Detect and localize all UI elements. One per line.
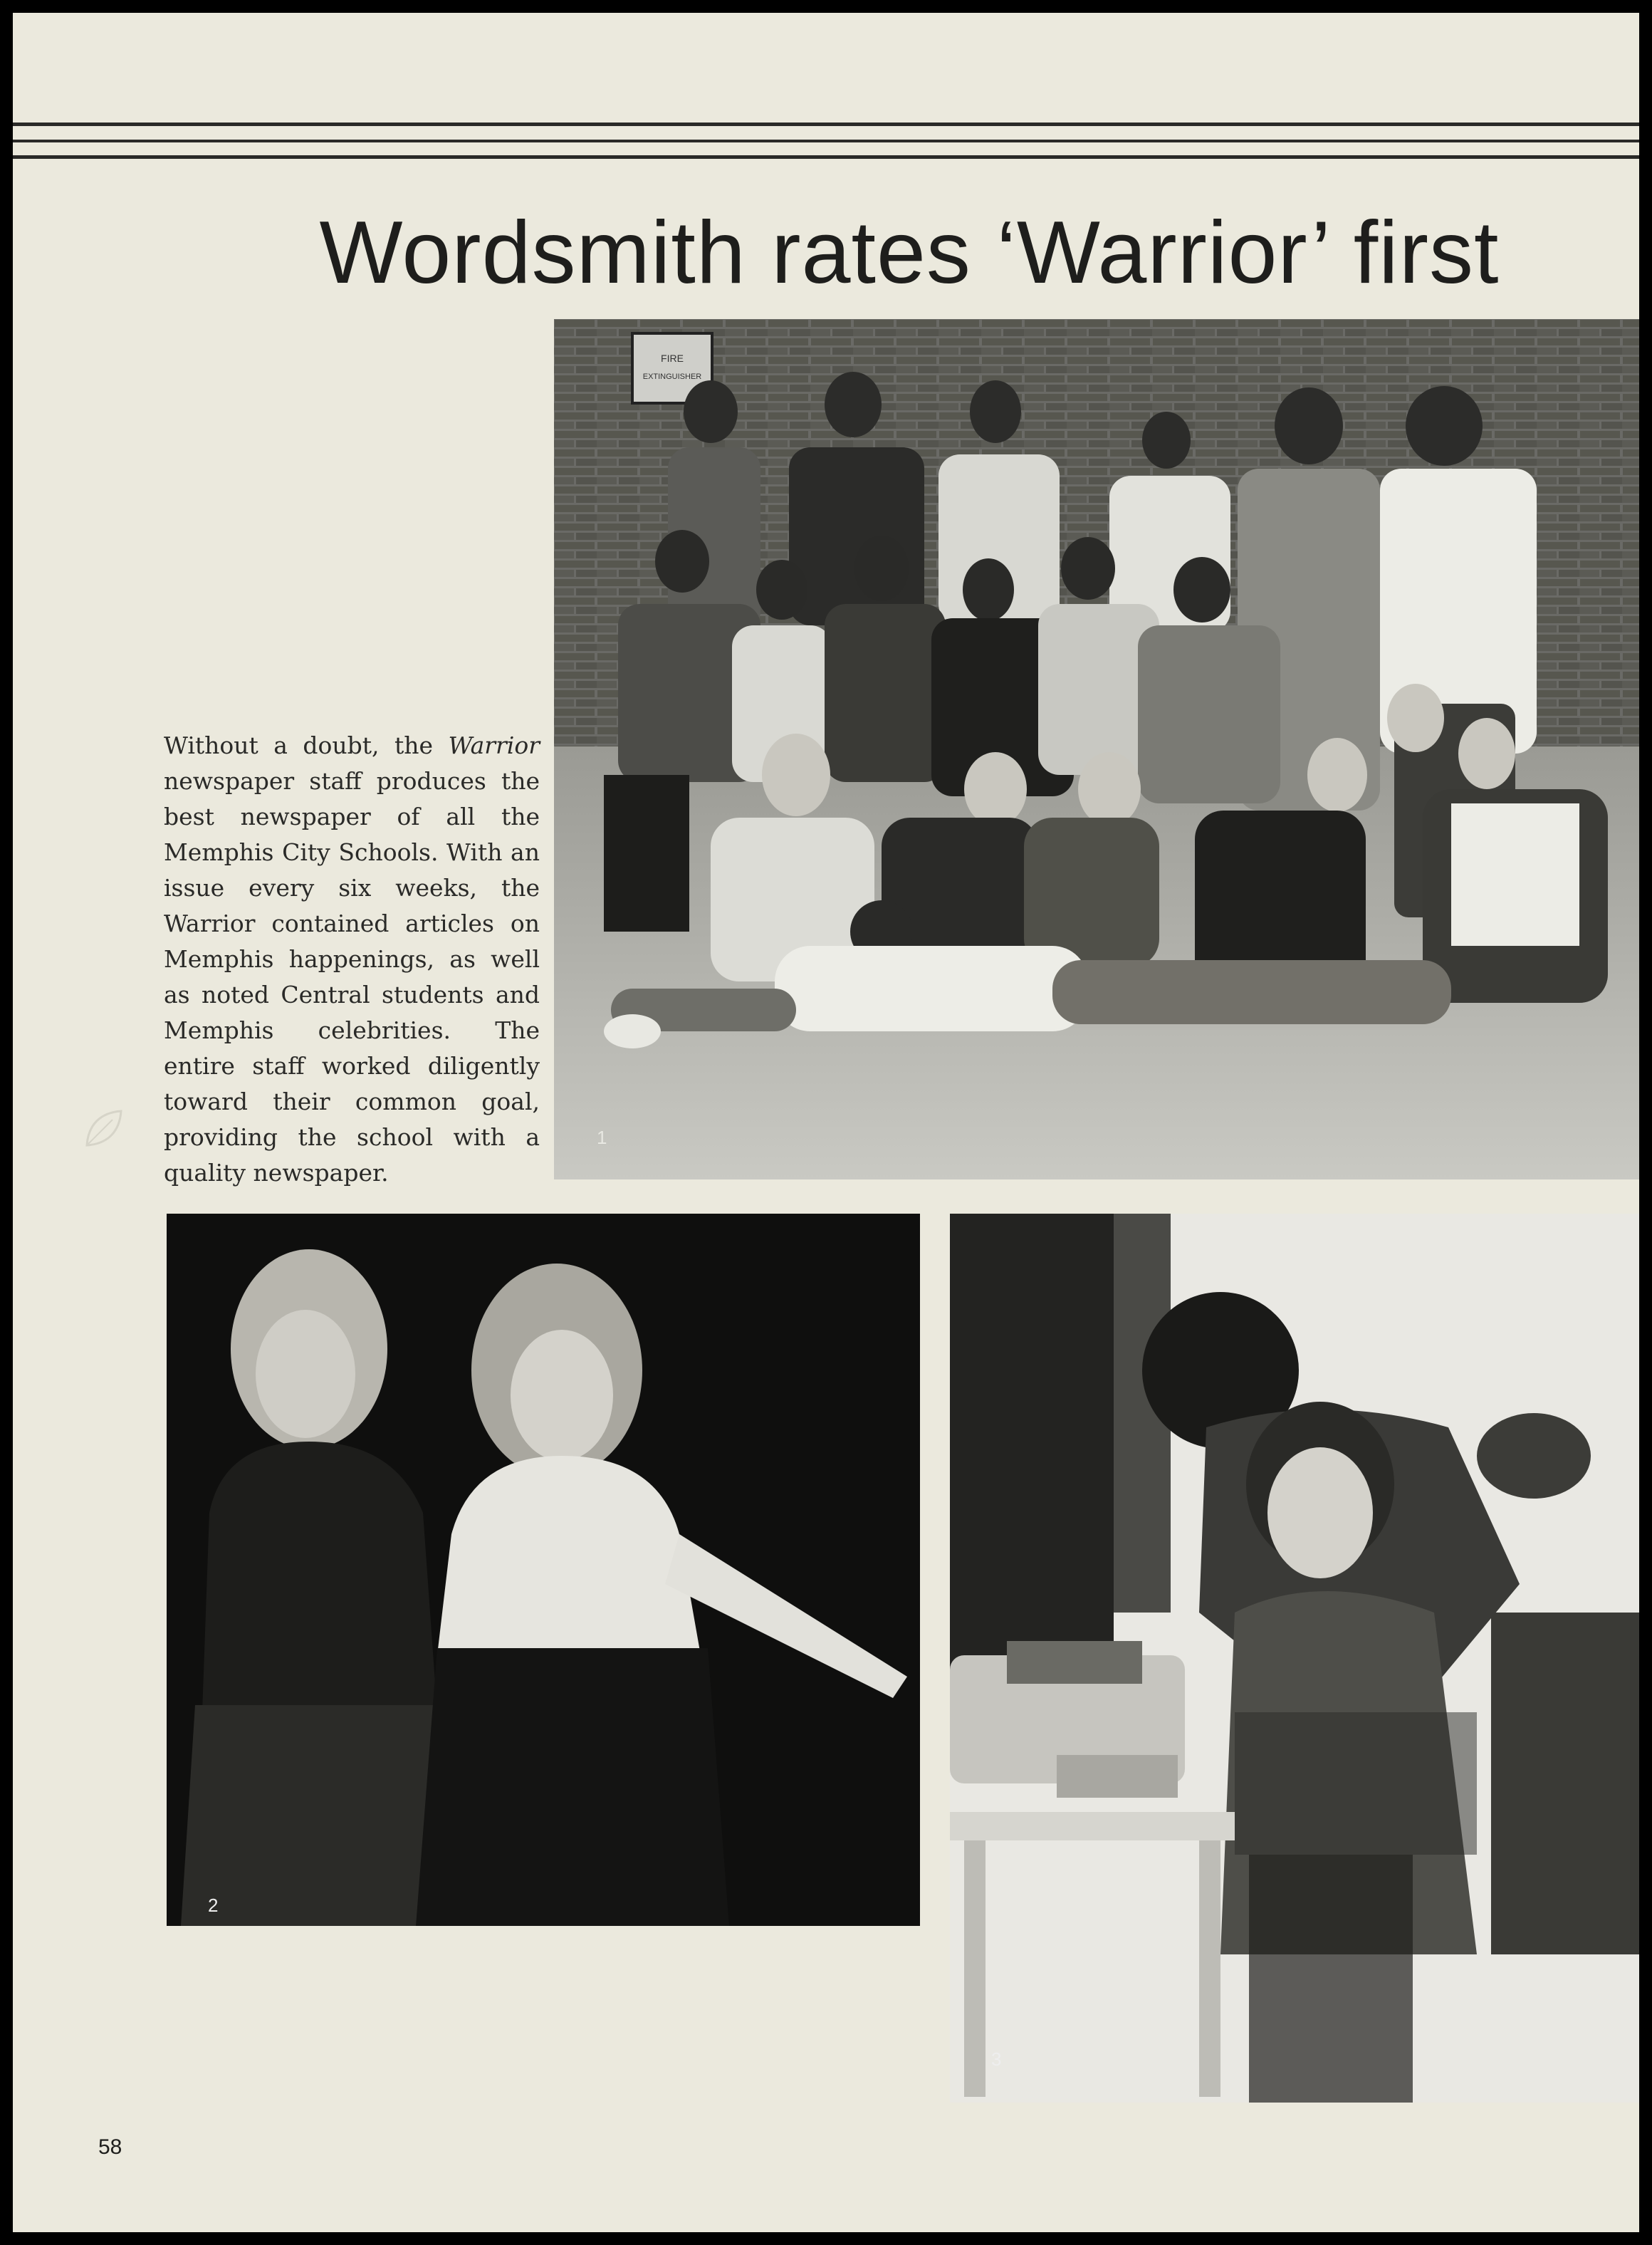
group-photo-image: [554, 319, 1639, 1179]
photo-number-3: 3: [991, 2048, 1002, 2070]
typewriter-photo-image: [950, 1214, 1639, 2103]
header-rule-2: [13, 140, 1639, 142]
yearbook-page: [13, 13, 1639, 2232]
photo-number-2: 2: [208, 1895, 219, 1916]
svg-text:EXTINGUISHER: EXTINGUISHER: [642, 373, 702, 381]
page-number: 58: [98, 2135, 122, 2159]
header-rule-1: [13, 123, 1639, 126]
typewriter-photo: [950, 1214, 1639, 2103]
page-title: Wordsmith rates ‘Warrior’ first: [319, 204, 1500, 302]
article-body-part1: Without a doubt, the: [164, 731, 449, 759]
photo-number-1: 1: [597, 1127, 607, 1148]
header-rule-3: [13, 155, 1639, 159]
article-body-italic: Warrior: [448, 731, 540, 759]
fire-extinguisher-sign: FIRE: [661, 353, 684, 364]
article-body-part2: newspaper staff produces the best newspaper of all the Memphis City Schools. With an issue every six weeks, the Warrior contained articles on Memphis happenings, as well as noted Central students and Memphis celebrities. The entire staff worked diligently toward their common goal, providing the school with a quality newspaper.: [164, 767, 540, 1187]
two-students-photo-image: [167, 1214, 920, 1926]
two-students-photo: [167, 1214, 920, 1926]
leaf-icon: [81, 1107, 125, 1151]
group-photo: [554, 319, 1639, 1179]
article-body: [164, 728, 540, 1191]
